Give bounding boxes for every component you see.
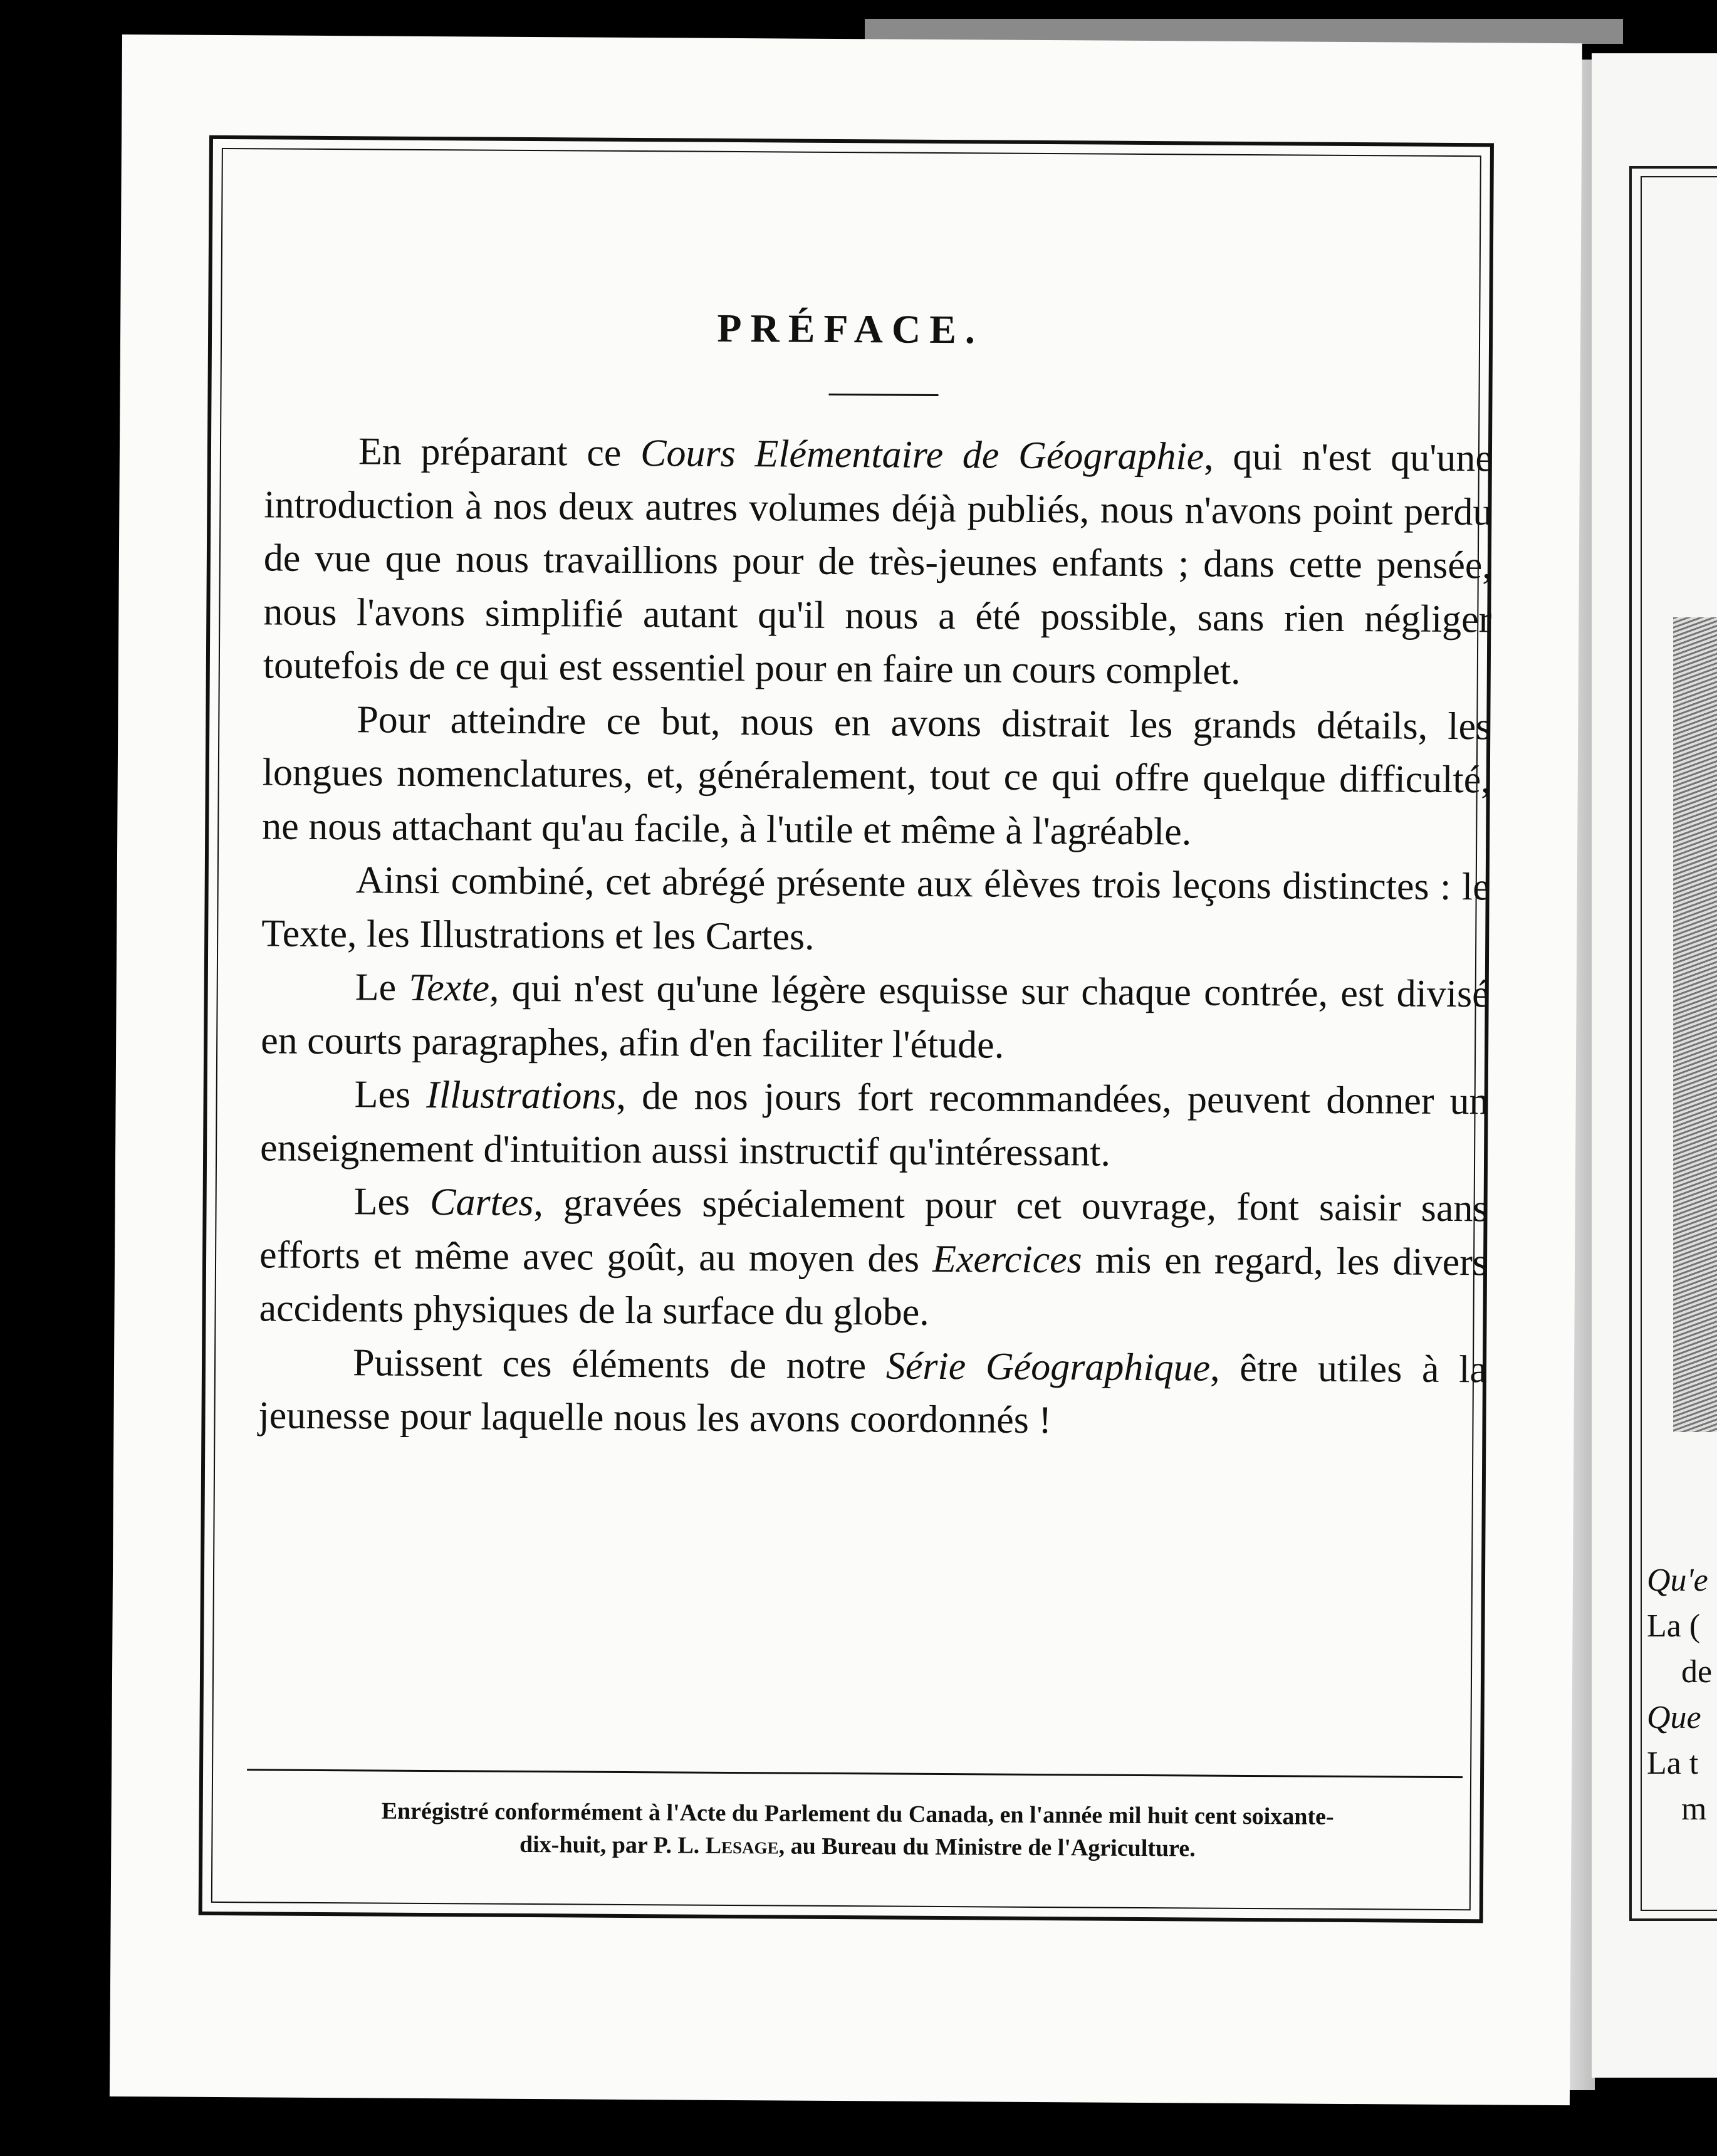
emphasized-term: Cartes (429, 1181, 534, 1225)
paragraph: Ainsi combiné, cet abrégé présente aux élèves trois leçons distinctes : le Texte, les Illustrations et les Cartes. (261, 859, 1490, 958)
adjacent-line: La t (1647, 1745, 1699, 1781)
adjacent-page (1592, 53, 1717, 2078)
paragraph: Puissent ces éléments de notre Série Géographique, être utiles à la jeunesse pour laquelle nous les avons coordonnés ! (258, 1341, 1488, 1442)
preface-page (110, 34, 1582, 2105)
paragraph: Les Cartes, gravées spécialement pour cet ouvrage, font saisir sans efforts et même avec goût, au moyen des Exercices mis en regard, les divers accidents physiques de la surface du globe. (259, 1180, 1488, 1334)
emphasized-title: Série Géographique (885, 1344, 1211, 1389)
paragraph: Le Texte, qui n'est qu'une légère esquisse sur chaque contrée, est divisé en courts paragraphes, afin d'en faciliter l'étude. (260, 966, 1490, 1067)
emphasized-term: Texte (409, 966, 490, 1010)
paragraph: Les Illustrations, de nos jours fort recommandées, peuvent donner un enseignement d'intuition aussi instructif qu'intéressant. (259, 1073, 1489, 1175)
paragraph: Pour atteindre ce but, nous en avons distrait les grands détails, les longues nomenclatures, et, généralement, tout ce qui offre quelque difficulté, ne nous attachant qu'au facile, à l'utile et même à l'agréable. (262, 698, 1491, 853)
emphasized-term: Illustrations (426, 1073, 617, 1117)
emphasized-title: Cours Elémentaire de Géographie (640, 432, 1204, 478)
adjacent-page-text (1647, 1557, 1717, 1832)
adjacent-line: m (1681, 1791, 1707, 1827)
copyright-note: Enrégistré conformément à l'Acte du Parlement du Canada, en l'année mil huit cent soixante- dix-huit, par P. L. Lesage, au Bureau du Ministre de l'Agriculture. (381, 1798, 1334, 1862)
publisher-name: Lesage (705, 1832, 779, 1860)
page-border (199, 135, 1494, 1923)
page-title: PRÉFACE. (717, 305, 984, 352)
adjacent-line: de (1681, 1654, 1713, 1690)
paragraph: En préparant ce Cours Elémentaire de Géographie, qui n'est qu'une introduction à nos deux autres volumes déjà publiés, nous n'avons point perdu de vue que nous travaillions pour de très-jeunes enfants ; dans cette pensée, nous l'avons simplifié autant qu'il nous a été possible, sans rien négliger toutefois de ce qui est essentiel pour en faire un cours complet. (263, 430, 1493, 693)
preface-body (258, 424, 1493, 1450)
adjacent-line: Qu'e (1647, 1562, 1708, 1598)
emphasized-term: Exercices (932, 1237, 1082, 1281)
adjacent-line: Que (1647, 1700, 1701, 1735)
adjacent-page-engraving (1673, 617, 1717, 1432)
adjacent-line: La ( (1647, 1608, 1701, 1644)
